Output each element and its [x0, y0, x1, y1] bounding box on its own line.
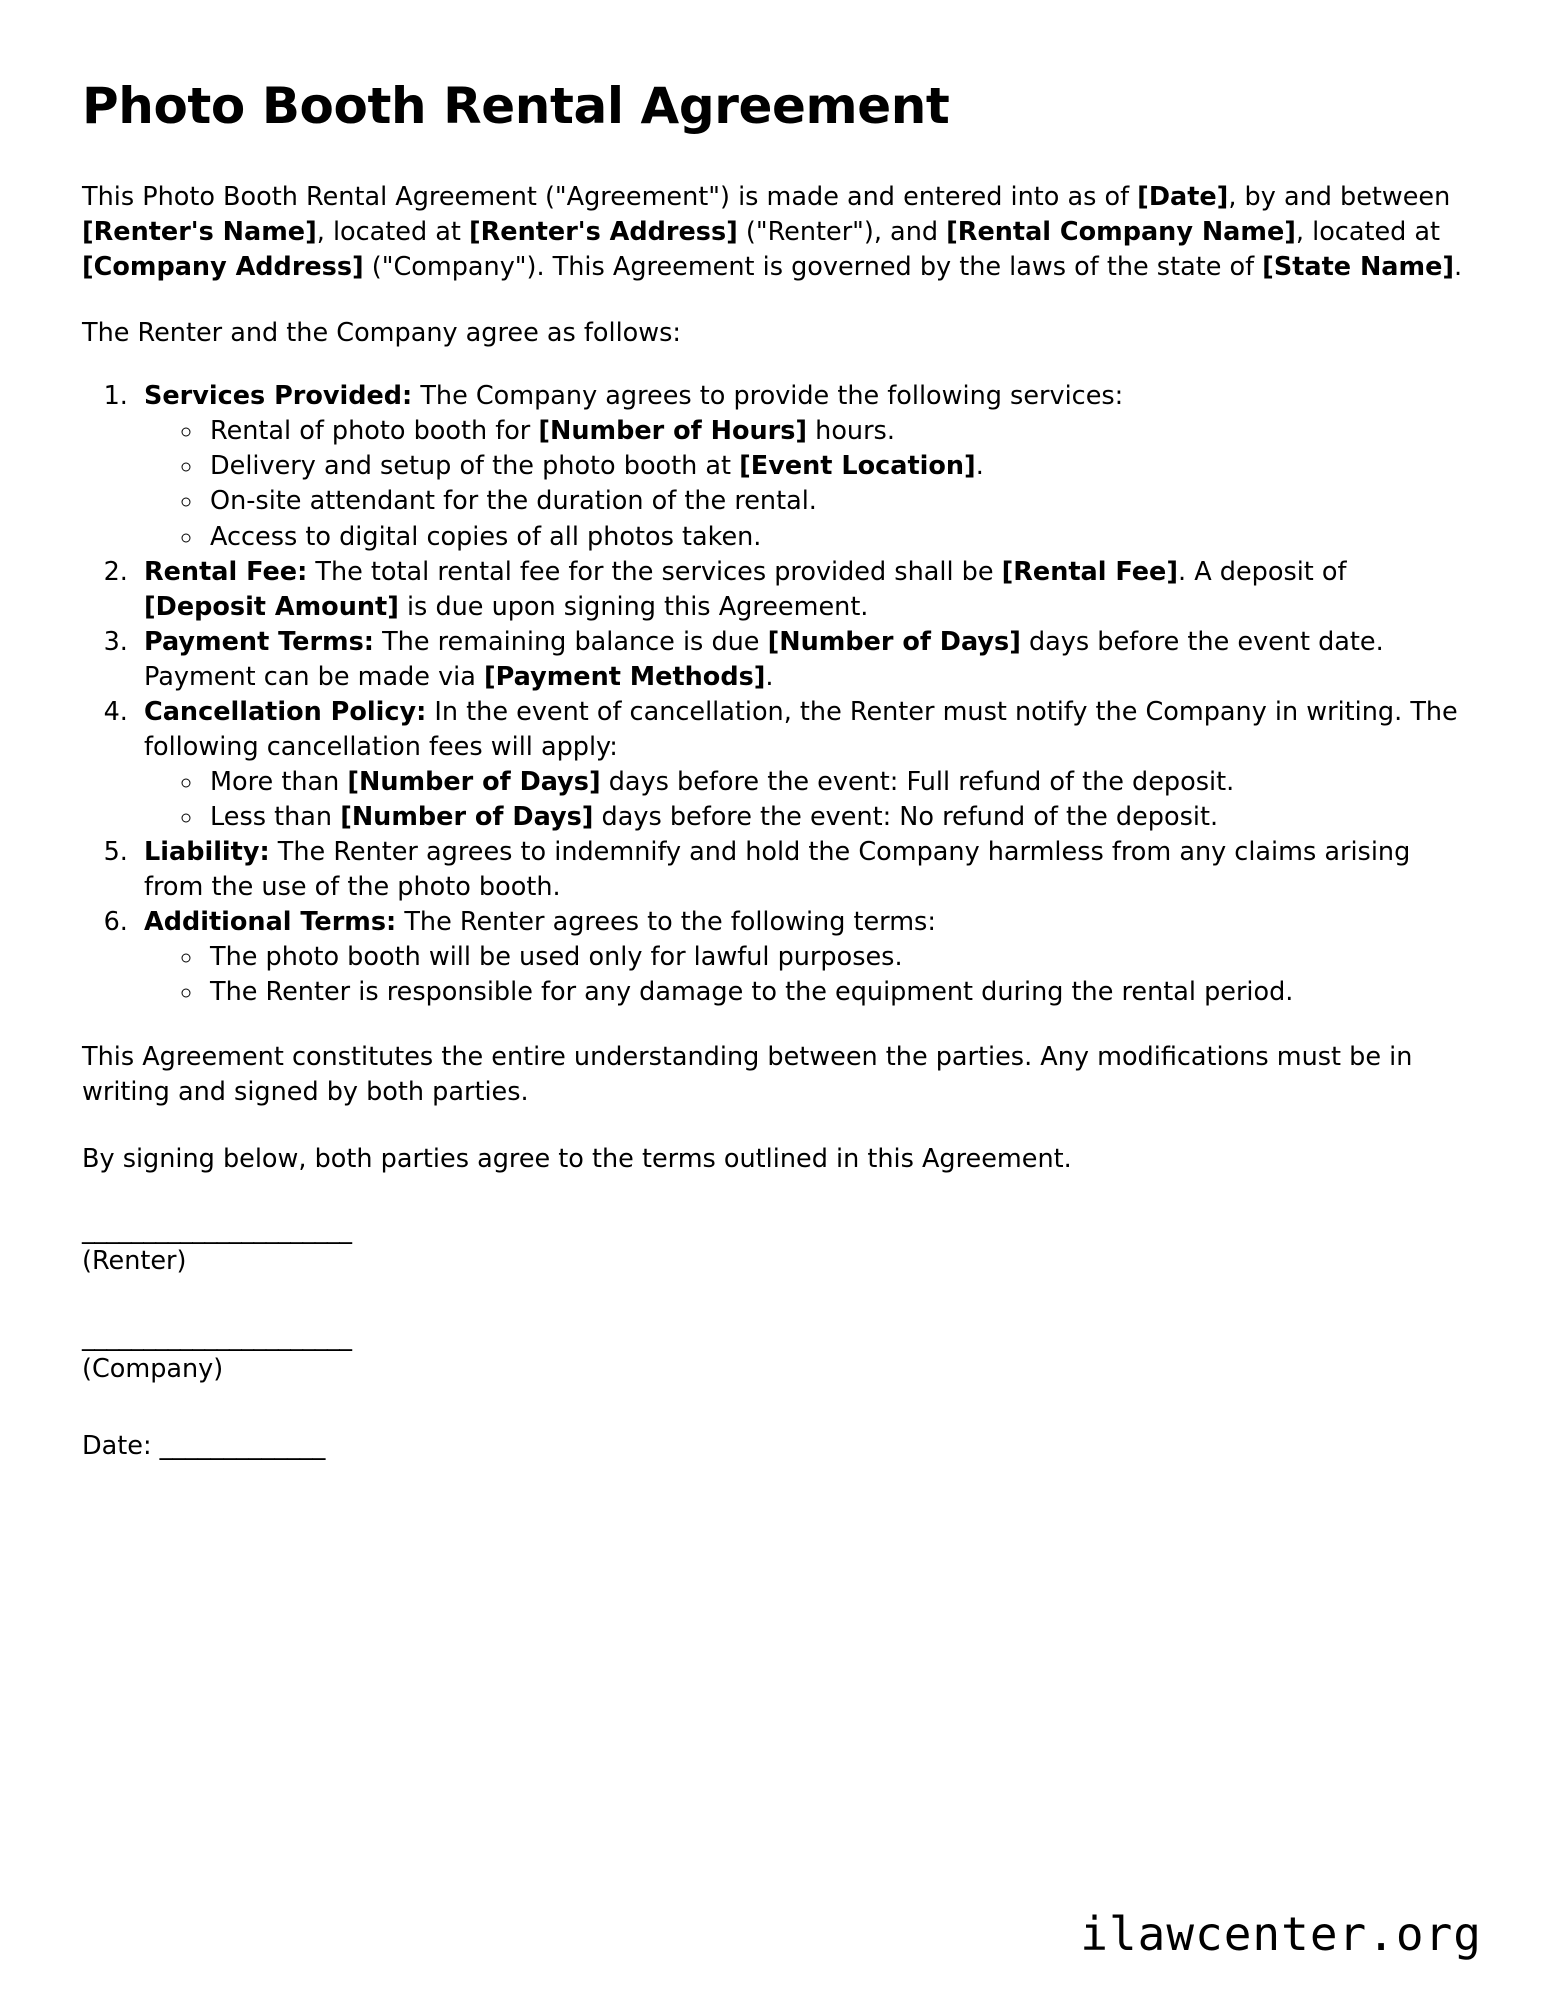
placeholder-token: [Renter's Address]	[469, 217, 738, 248]
company-signature-rule[interactable]: ______________________	[82, 1322, 352, 1353]
clause-heading: Services Provided:	[144, 381, 413, 412]
signing-paragraph: By signing below, both parties agree to the terms outlined in this Agreement.	[82, 1143, 1072, 1174]
clause-item	[136, 379, 1474, 554]
clause-subitem: ◦ More than [Number of Days] days before the event: Full refund of the deposit.	[204, 765, 1474, 800]
clause-subitem: ◦ Access to digital copies of all photos taken.	[204, 520, 1474, 555]
renter-signature-rule[interactable]: ______________________	[82, 1214, 352, 1245]
agree-line: The Renter and the Company agree as follows:	[82, 318, 682, 349]
clause-sublist	[144, 414, 1474, 554]
placeholder-token: [Date]	[1137, 182, 1229, 212]
clause-heading: Payment Terms:	[144, 626, 374, 657]
placeholder-token: [Number of Days]	[767, 626, 1021, 657]
clause-item	[136, 555, 1474, 625]
clause-body: The Renter agrees to indemnify and hold the Company harmless from any claims arising from the use of the photo booth.	[144, 837, 1411, 903]
placeholder-token: [Number of Days]	[340, 802, 594, 832]
closing-paragraph: This Agreement constitutes the entire understanding between the parties. Any modifications must be in writing and signed by both parties.	[82, 1042, 1413, 1108]
company-signature-label: (Company)	[82, 1353, 224, 1384]
placeholder-token: [Number of Hours]	[538, 416, 808, 447]
clause-item	[136, 835, 1474, 905]
clause-item	[136, 905, 1474, 1010]
watermark-ilawcenter: ilawcenter.org	[1080, 1907, 1482, 1961]
clause-subitem: ◦ The Renter is responsible for any damage to the equipment during the rental period.	[204, 975, 1474, 1010]
clause-body: The Renter agrees to the following terms:	[396, 907, 936, 938]
clause-subitem: ◦ Less than [Number of Days] days before the event: No refund of the deposit.	[204, 800, 1474, 835]
clause-subitem: ◦ Rental of photo booth for [Number of Hours] hours.	[204, 414, 1474, 449]
placeholder-token: [State Name]	[1262, 252, 1455, 283]
clause-heading: Cancellation Policy:	[144, 696, 427, 727]
clause-list	[82, 379, 1474, 1010]
placeholder-token: [Number of Days]	[347, 766, 601, 797]
placeholder-token: [Payment Methods]	[484, 661, 766, 692]
clause-heading: Rental Fee:	[144, 556, 308, 587]
placeholder-token: [Rental Company Name]	[946, 217, 1296, 248]
placeholder-token: [Rental Fee]	[1001, 556, 1179, 587]
clause-subitem: ◦ Delivery and setup of the photo booth at [Event Location].	[204, 449, 1474, 484]
placeholder-token: [Event Location]	[739, 451, 976, 482]
date-field[interactable]: Date: _____________	[82, 1431, 326, 1462]
placeholder-token: [Deposit Amount]	[144, 591, 399, 622]
page-title: Photo Booth Rental Agreement	[82, 77, 950, 135]
clause-sublist	[144, 940, 1474, 1010]
clause-body: The remaining balance is due [Number of Days] days before the event date. Payment can be made via [Payment Methods].	[144, 626, 1384, 692]
placeholder-token: [Renter's Name]	[82, 217, 317, 248]
renter-signature-label: (Renter)	[82, 1246, 187, 1277]
clause-item	[136, 625, 1474, 695]
signature-block	[82, 1215, 1474, 1464]
clause-body: In the event of cancellation, the Renter must notify the Company in writing. The following cancellation fees will apply:	[144, 696, 1458, 762]
clause-body: The total rental fee for the services provided shall be [Rental Fee]. A deposit of [Deposit Amount] is due upon signing this Agreement.	[144, 556, 1347, 622]
clause-heading: Additional Terms:	[144, 907, 397, 938]
clause-heading: Liability:	[144, 837, 270, 868]
clause-item	[136, 695, 1474, 835]
clause-sublist	[144, 765, 1474, 835]
intro-paragraph: This Photo Booth Rental Agreement ("Agreement") is made and entered into as of [Date], by and between [Renter's Name], located at [Renter's Address] ("Renter"), and [Rental Company Name], located at [Company Address] ("Company"). This Agreement is governed by the laws of the state of [State Name].	[82, 182, 1463, 283]
clause-subitem: ◦ The photo booth will be used only for lawful purposes.	[204, 940, 1474, 975]
placeholder-token: [Company Address]	[82, 252, 364, 283]
clause-subitem: ◦ On-site attendant for the duration of the rental.	[204, 484, 1474, 519]
clause-body: The Company agrees to provide the following services:	[412, 381, 1124, 412]
